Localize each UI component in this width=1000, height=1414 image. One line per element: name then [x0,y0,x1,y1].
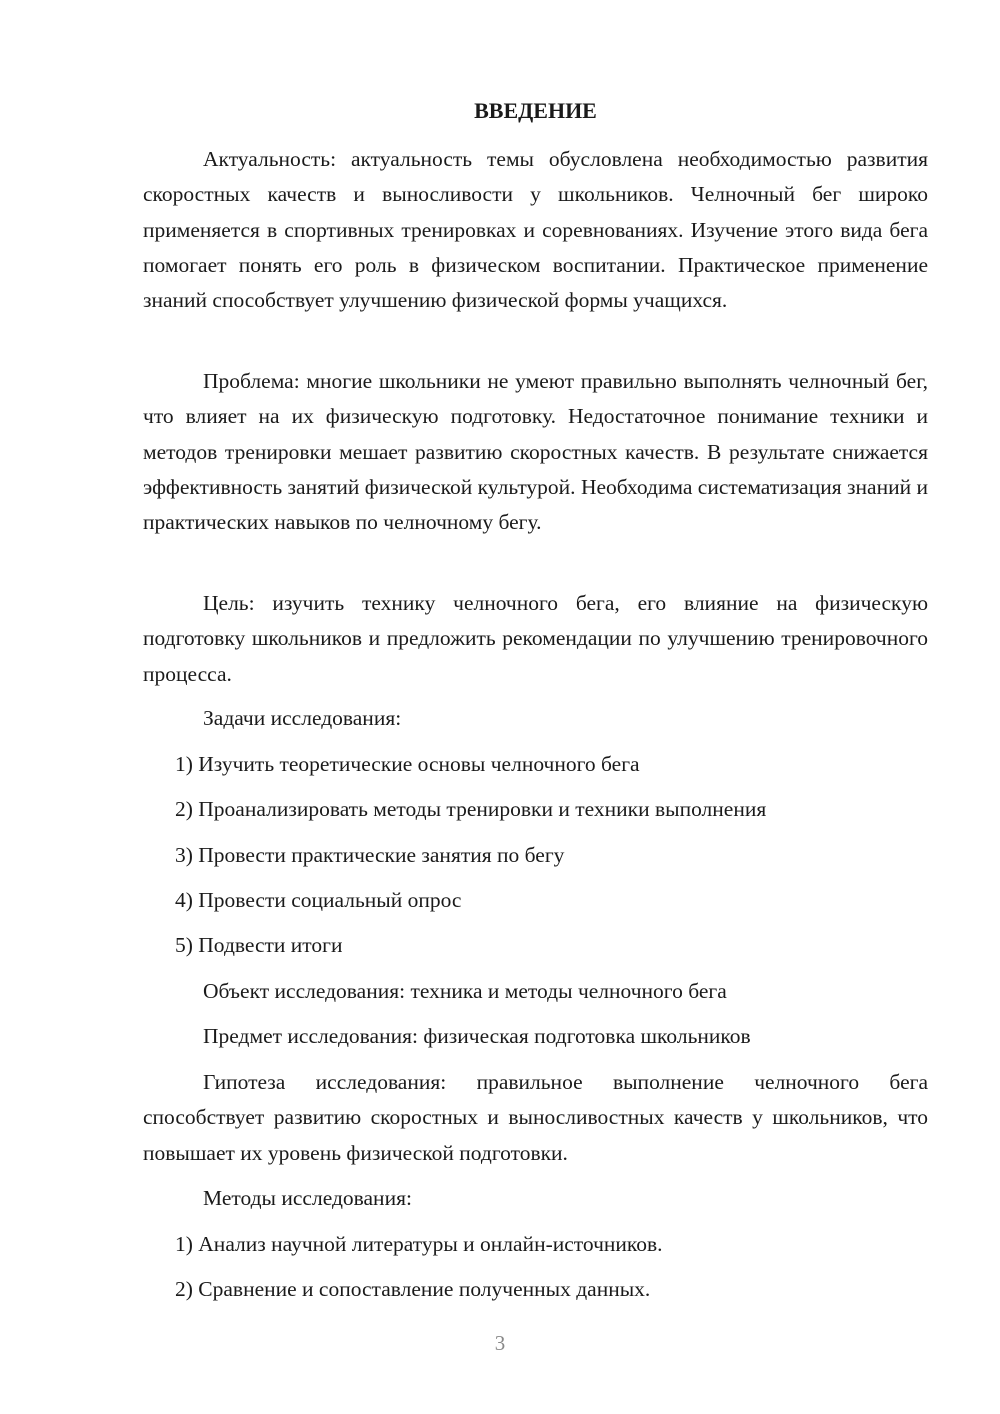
research-object: Объект исследования: техника и методы челночного бега [203,979,727,1003]
page-number: 3 [494,1331,506,1355]
tasks-title: Задачи исследования: [203,706,402,730]
relevance-paragraph: Актуальность: актуальность темы обусловлена необходимостью развития скоростных качеств и выносливости у школьников. Челночный бег широко применяется в спортивных тренировках и соревнованиях. Изучение этого вида бега помогает понять его роль в физическом воспитании. Практическое применение знаний способствует улучшению физической формы учащихся. [143,147,928,313]
page-title: ВВЕДЕНИЕ [474,98,597,123]
method-item: 1) Анализ научной литературы и онлайн-источников. [175,1232,663,1256]
task-item: 3) Провести практические занятия по бегу [175,843,565,867]
research-subject: Предмет исследования: физическая подготовка школьников [203,1024,751,1048]
method-item: 2) Сравнение и сопоставление полученных данных. [175,1277,651,1301]
task-item: 4) Провести социальный опрос [175,888,462,912]
task-item: 5) Подвести итоги [175,933,343,957]
goal-paragraph: Цель: изучить технику челночного бега, его влияние на физическую подготовку школьников и предложить рекомендации по улучшению тренировочного процесса. [143,591,928,686]
hypothesis-paragraph: Гипотеза исследования: правильное выполнение челночного бега способствует развитию скоростных и выносливостных качеств у школьников, что повышает их уровень физической подготовки. [143,1070,928,1165]
problem-paragraph: Проблема: многие школьники не умеют правильно выполнять челночный бег, что влияет на их физическую подготовку. Недостаточное понимание техники и методов тренировки мешает развитию скоростных качеств. В результате снижается эффективность занятий физической культурой. Необходима систематизация знаний и практических навыков по челночному бегу. [143,369,928,535]
methods-title: Методы исследования: [203,1186,412,1210]
task-item: 1) Изучить теоретические основы челночного бега [175,752,640,776]
task-item: 2) Проанализировать методы тренировки и техники выполнения [175,797,767,821]
